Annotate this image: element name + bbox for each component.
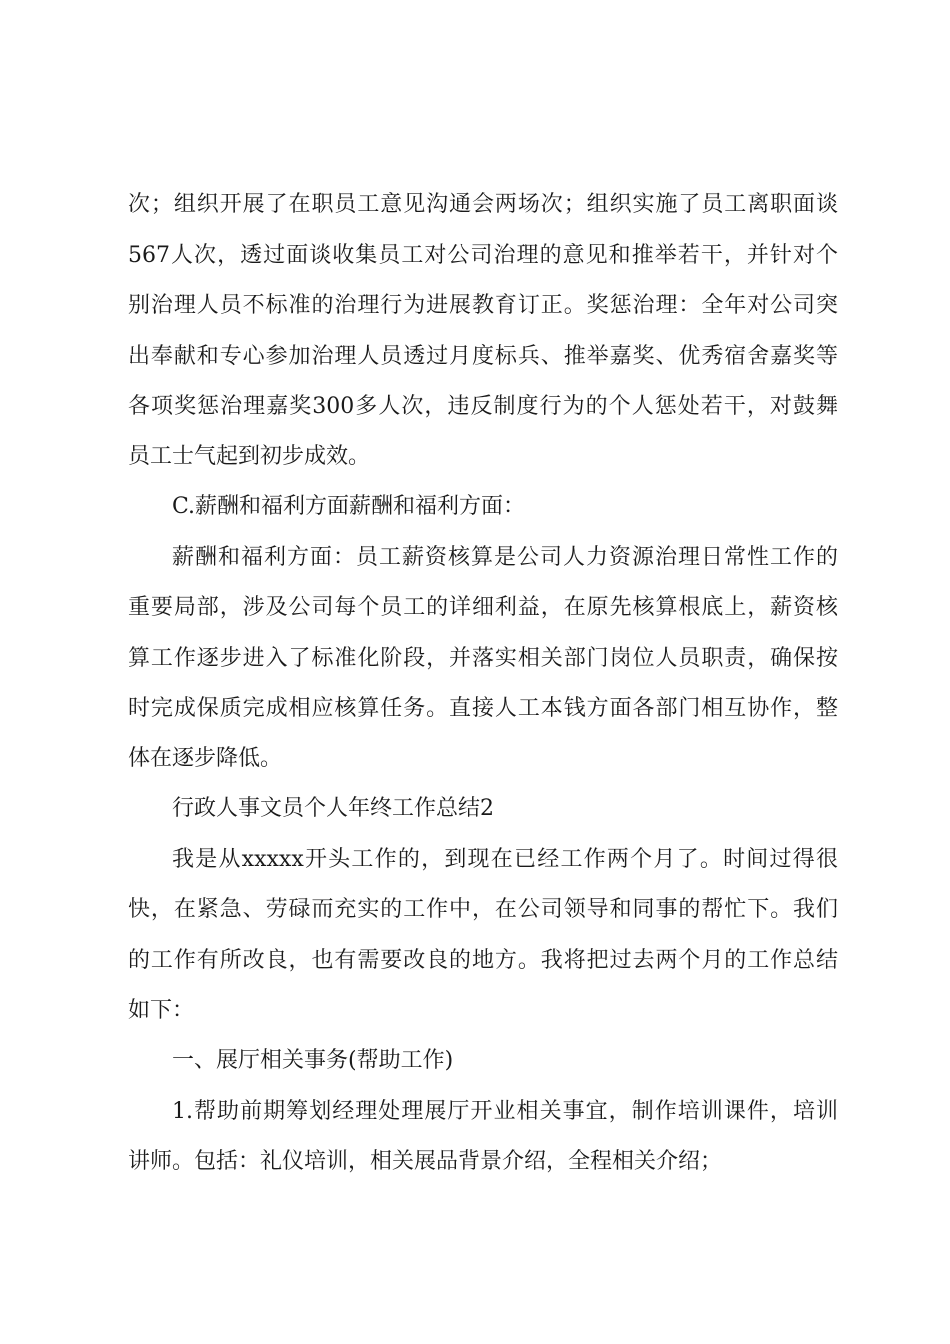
body-text-line: 567人次，透过面谈收集员工对公司治理的意见和推举若干，并针对个 bbox=[128, 243, 838, 268]
body-text-line: 如下： bbox=[128, 998, 195, 1023]
body-text-line: 体在逐步降低。 bbox=[128, 746, 283, 771]
body-text-line: 薪酬和福利方面：员工薪资核算是公司人力资源治理日常性工作的 bbox=[172, 545, 838, 570]
body-text-line: 各项奖惩治理嘉奖300多人次，违反制度行为的个人惩处若干，对鼓舞 bbox=[128, 394, 838, 419]
body-text-line: 讲师。包括：礼仪培训，相关展品背景介绍，全程相关介绍； bbox=[128, 1149, 723, 1174]
body-text-line: 1.帮助前期筹划经理处理展厅开业相关事宜，制作培训课件，培训 bbox=[172, 1099, 838, 1124]
body-text-line: 出奉献和专心参加治理人员透过月度标兵、推举嘉奖、优秀宿舍嘉奖等 bbox=[128, 344, 838, 369]
body-text-line: 快，在紧急、劳碌而充实的工作中，在公司领导和同事的帮忙下。我们 bbox=[128, 897, 838, 922]
document-title: 行政人事文员个人年终工作总结2 bbox=[172, 796, 494, 821]
body-text-line: 次；组织开展了在职员工意见沟通会两场次；组织实施了员工离职面谈 bbox=[128, 192, 838, 217]
section-heading: 一、展厅相关事务(帮助工作) bbox=[172, 1048, 454, 1073]
body-text-line: 的工作有所改良，也有需要改良的地方。我将把过去两个月的工作总结 bbox=[128, 948, 838, 973]
body-text-line: 别治理人员不标准的治理行为进展教育订正。奖惩治理：全年对公司突 bbox=[128, 293, 838, 318]
body-text-line: 重要局部，涉及公司每个员工的详细利益，在原先核算根底上，薪资核 bbox=[128, 595, 838, 620]
body-text-line: 员工士气起到初步成效。 bbox=[128, 444, 371, 469]
body-text-line: 算工作逐步进入了标准化阶段，并落实相关部门岗位人员职责，确保按 bbox=[128, 646, 838, 671]
body-text-line: 我是从xxxxx开头工作的，到现在已经工作两个月了。时间过得很 bbox=[172, 847, 838, 872]
section-heading: C.薪酬和福利方面薪酬和福利方面： bbox=[172, 494, 526, 519]
body-text-line: 时完成保质完成相应核算任务。直接人工本钱方面各部门相互协作，整 bbox=[128, 696, 838, 721]
